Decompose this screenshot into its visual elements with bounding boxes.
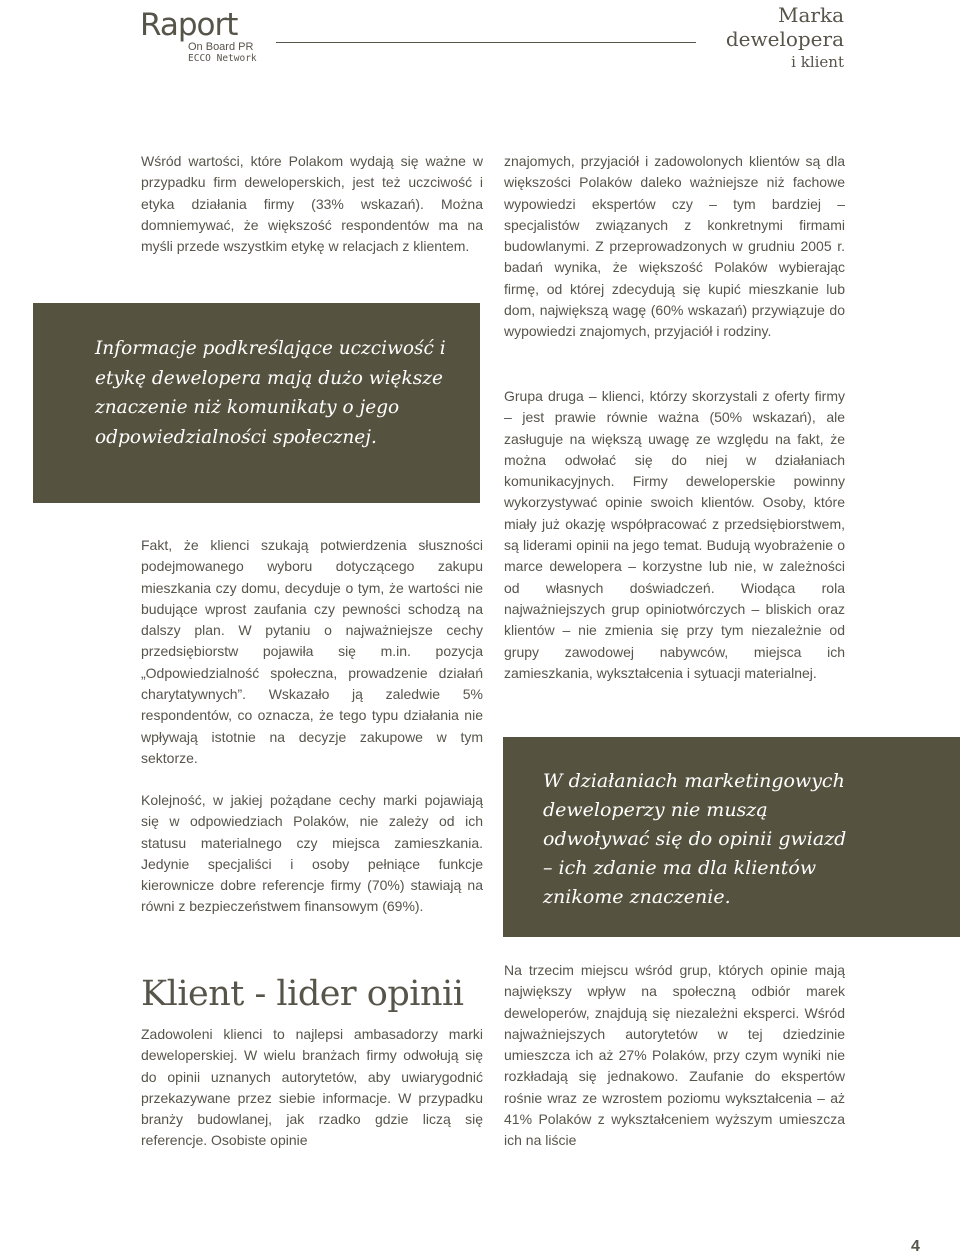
header-rule xyxy=(276,42,696,43)
paragraph-text: Zadowoleni klienci to najlepsi ambasadorzy marki deweloperskiej. W wielu branżach firmy odwołują się do opinii uznanych autorytetów, aby uwiarygodnić przekazywane przez siebie informacje. W przypadku branży budowlanej, jak rzadko gdzie liczą się referencje. Osobiste opinie xyxy=(141,1026,483,1149)
section-title-line1: Marka xyxy=(777,3,844,27)
paragraph-text: znajomych, przyjaciół i zadowolonych klientów są dla większości Polaków daleko ważniejsze niż fachowe wypowiedzi ekspertów czy – tym bardziej – specjalistów związanych z konkretnymi firmami budowlanymi. Z przeprowadzonych w grudniu 2005 r. badań wynika, że większość Polaków wybierając firmę, od której zdecydują się kupić mieszkanie lub dom, największą wagę (60% wskazań) przywiązuje do wypowiedzi znajomych, przyjaciół i rodziny. xyxy=(504,153,845,340)
report-logo xyxy=(140,7,257,64)
paragraph-text: Wśród wartości, które Polakom wydają się ważne w przypadku firm deweloperskich, jest też uczciwość i etyka działania firmy (33% wskazań). Można domniemywać, że większość respondentów ma na myśli przede wszystkim etykę w relacjach z klientem. xyxy=(141,153,483,255)
right-paragraph-2 xyxy=(504,386,845,684)
pull-quote-right xyxy=(503,737,960,937)
logo-raport-text: Raport xyxy=(140,7,238,43)
left-paragraph-4 xyxy=(141,1024,483,1152)
paragraph-text: Na trzecim miejscu wśród grup, których opinie mają największy wpływ na społeczną odbiór marek deweloperów, znajdują się niezależni eksperci. Wśród najważniejszych autorytetów w tej dziedzinie umieszcza ich aż 27% Polaków, przy czym wyniki nie rozkładają się jednakowo. Zaufanie do ekspertów rośnie wraz ze wzrostem poziomu wykształcenia – aż 41% Polaków z wykształceniem wyższym umieszcza ich na liście xyxy=(504,962,845,1149)
paragraph-text: Grupa druga – klienci, którzy skorzystali z oferty firmy – jest prawie równie ważna (50% wskazań), ale zasługuje na większą uwagę ze względu na fakt, że można odwołać się do niej w działaniach komunikacyjnych. Firmy deweloperskie powinny wykorzystywać opinie swoich klientów. Osoby, które miały już okazję współpracować z przedsiębiorstwem, są liderami opinii na jego temat. Budują wyobrażenie o marce dewelopera – korzystne lub nie, w zależności od własnych doświadczeń. Wiodąca rola najważniejszych grup opiniotwórczych – bliskich oraz klientów – nie zmienia się przy tym niezależnie od grupy zawodowej nabywców, miejsca ich zamieszkania, wykształcenia i sytuacji materialnej. xyxy=(504,388,845,681)
right-paragraph-1 xyxy=(504,151,845,343)
right-paragraph-3 xyxy=(504,960,845,1152)
left-paragraph-3 xyxy=(141,790,483,918)
section-title xyxy=(726,3,844,73)
left-paragraph-1 xyxy=(141,151,483,257)
section-title-line2: dewelopera xyxy=(725,27,844,51)
section-title-line3: i klient xyxy=(791,53,844,71)
pull-quote-text: W działaniach marketingowych deweloperzy nie muszą odwoływać się do opinii gwiazd – ich zdanie ma dla klientów znikome znaczenie. xyxy=(543,770,847,908)
pull-quote-text: Informacje podkreślające uczciwość i etykę dewelopera mają dużo większe znaczenie niż komunikaty o jego odpowiedzialności społecznej. xyxy=(95,338,446,448)
pull-quote-left xyxy=(33,303,480,503)
paragraph-text: Fakt, że klienci szukają potwierdzenia słuszności podejmowanego wyboru dotyczącego zakupu mieszkania czy domu, decyduje o tym, że wartości nie budujące wprost zaufania czy pewności schodzą na dalszy plan. W pytaniu o najważniejsze cechy przedsiębiorstw pojawiła się m.in. pozycja „Odpowiedzialność społeczna, prowadzenie działań charytatywnych”. Wskazało ją zaledwie 5% respondentów, co oznacza, że tego typu działania nie wpływają istotnie na decyzje zakupowe w tym sektorze. xyxy=(141,537,483,766)
page-number: 4 xyxy=(911,1238,920,1255)
left-paragraph-2 xyxy=(141,535,483,769)
logo-ecco-text: ECCO Network xyxy=(188,53,257,64)
paragraph-text: Kolejność, w jakiej pożądane cechy marki pojawiają się w odpowiedziach Polaków, nie zależy od ich statusu materialnego czy miejsca zamieszkania. Jedynie specjaliści i osoby pełniące funkcje kierownicze dobre referencje firmy (70%) stawiają na równi z bezpieczeństwem finansowym (69%). xyxy=(141,792,483,915)
section-heading: Klient - lider opinii xyxy=(141,974,464,1014)
logo-onboard-text: On Board PR xyxy=(188,41,254,53)
